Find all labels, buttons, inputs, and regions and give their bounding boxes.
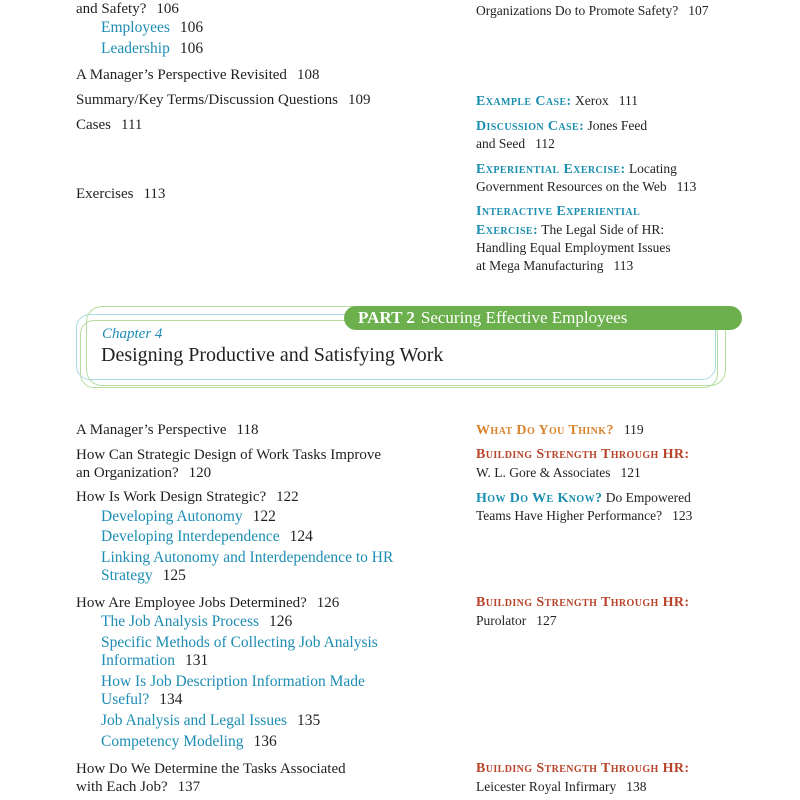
toc-subentry-title[interactable]: Information xyxy=(101,652,176,669)
toc-subentry-title[interactable]: Developing Autonomy xyxy=(101,508,243,525)
chapter-title: Designing Productive and Satisfying Work xyxy=(101,344,444,366)
toc-subentry[interactable] xyxy=(101,39,203,58)
feature-text: Locating xyxy=(628,161,677,176)
experiential-exercise-entry-cont xyxy=(476,178,696,196)
feature-label: How Do We Know? xyxy=(476,491,603,506)
feature-text: Jones Feed xyxy=(587,118,648,133)
example-case-entry xyxy=(476,92,638,111)
page-number: 113 xyxy=(143,186,166,202)
toc-entry xyxy=(76,421,258,440)
toc-subentry-title[interactable]: Strategy xyxy=(101,567,153,584)
toc-entry-title: with Each Job? xyxy=(76,779,168,795)
toc-entry-title: and Safety? xyxy=(76,1,147,17)
page-number: 119 xyxy=(623,422,644,437)
how-do-we-know-entry-cont xyxy=(476,507,692,525)
interactive-exercise-entry-cont xyxy=(476,257,633,275)
feature-text: Government Resources on the Web xyxy=(476,179,667,194)
feature-text: Purolator xyxy=(476,613,527,628)
toc-subentry-cont[interactable] xyxy=(101,651,208,670)
page-number: 125 xyxy=(162,567,186,584)
page-number: 120 xyxy=(188,465,212,481)
page-number: 134 xyxy=(159,691,183,708)
page-number: 135 xyxy=(296,712,321,729)
feature-label: Experiential Exercise: xyxy=(476,162,626,177)
page-number: 113 xyxy=(676,179,697,194)
page-number: 122 xyxy=(276,489,299,505)
page-number: 131 xyxy=(185,652,209,669)
page-number: 124 xyxy=(289,528,313,545)
building-strength-entry xyxy=(476,778,646,796)
building-strength-label: Building Strength Through HR: xyxy=(476,761,690,776)
page-number: 113 xyxy=(613,258,634,273)
page-number: 108 xyxy=(296,67,320,83)
toc-entry-cont xyxy=(76,778,200,797)
toc-subentry[interactable]: Linking Autonomy and Interdependence to HR xyxy=(101,549,394,566)
page-number: 107 xyxy=(688,3,709,18)
page-number: 123 xyxy=(672,508,693,523)
toc-subentry-cont[interactable] xyxy=(101,690,182,709)
building-strength-entry xyxy=(476,612,557,630)
toc-subentry[interactable] xyxy=(101,527,313,546)
feature-text: Xerox xyxy=(574,93,609,108)
toc-subentry-title[interactable]: Competency Modeling xyxy=(101,733,244,750)
toc-entry-title: A Manager’s Perspective Revisited xyxy=(76,67,287,83)
toc-entry xyxy=(76,488,299,507)
feature-label: What Do You Think? xyxy=(476,423,614,438)
toc-subentry[interactable] xyxy=(101,507,276,526)
part-banner xyxy=(344,306,742,330)
toc-entry-title: Exercises xyxy=(76,186,134,202)
toc-entry xyxy=(76,116,142,135)
page-number: 106 xyxy=(179,19,204,36)
page-number: 109 xyxy=(348,92,371,108)
toc-entry: How Can Strategic Design of Work Tasks Improve xyxy=(76,447,382,463)
feature-text: Teams Have Higher Performance? xyxy=(476,508,663,523)
page-number: 122 xyxy=(252,508,276,525)
toc-subentry[interactable] xyxy=(101,711,320,730)
toc-subentry-title[interactable]: Useful? xyxy=(101,691,150,708)
page-number: 106 xyxy=(179,40,204,57)
interactive-exercise-entry-cont: Handling Equal Employment Issues xyxy=(476,240,671,255)
part-title: Securing Effective Employees xyxy=(420,308,628,327)
page-number: 136 xyxy=(253,733,277,750)
toc-subentry[interactable] xyxy=(101,18,203,37)
toc-subentry[interactable] xyxy=(101,732,277,751)
toc-entry: How Do We Determine the Tasks Associated xyxy=(76,761,346,777)
toc-entry xyxy=(76,185,165,204)
page-number: 138 xyxy=(626,779,647,794)
page-number: 126 xyxy=(269,613,293,630)
toc-entry-cont xyxy=(76,464,211,483)
page-number: 111 xyxy=(121,117,143,133)
feature-text: Leicester Royal Infirmary xyxy=(476,779,617,794)
experiential-exercise-entry xyxy=(476,160,677,179)
toc-entry-title: A Manager’s Perspective xyxy=(76,422,227,438)
feature-text: Organizations Do to Promote Safety? xyxy=(476,3,679,18)
how-do-we-know-entry xyxy=(476,489,691,508)
feature-text: W. L. Gore & Associates xyxy=(476,465,611,480)
discussion-case-entry-cont xyxy=(476,135,555,153)
page-number: 111 xyxy=(618,93,638,108)
feature-text: Do Empowered xyxy=(605,490,691,505)
toc-entry-title: How Is Work Design Strategic? xyxy=(76,489,267,505)
interactive-exercise-label: Interactive Experiential xyxy=(476,204,641,219)
feature-entry xyxy=(476,2,708,20)
chapter-label: Chapter 4 xyxy=(102,326,163,342)
toc-subentry-title[interactable]: The Job Analysis Process xyxy=(101,613,260,630)
toc-subentry-title[interactable]: Developing Interdependence xyxy=(101,528,280,545)
toc-subentry[interactable] xyxy=(101,612,292,631)
discussion-case-entry xyxy=(476,117,647,136)
toc-entry xyxy=(76,66,319,85)
page-number: 137 xyxy=(177,779,201,795)
toc-subentry[interactable]: Specific Methods of Collecting Job Analysis xyxy=(101,634,378,651)
toc-entry-title: Cases xyxy=(76,117,111,133)
page-number: 126 xyxy=(316,595,340,611)
page-number: 121 xyxy=(620,465,641,480)
building-strength-label: Building Strength Through HR: xyxy=(476,447,690,462)
toc-subentry[interactable]: How Is Job Description Information Made xyxy=(101,673,365,690)
page-number: 106 xyxy=(156,1,179,17)
toc-subentry-title[interactable]: Job Analysis and Legal Issues xyxy=(101,712,287,729)
feature-text: at Mega Manufacturing xyxy=(476,258,604,273)
what-do-you-think-entry xyxy=(476,421,644,440)
building-strength-entry xyxy=(476,464,641,482)
page-number: 118 xyxy=(236,422,259,438)
building-strength-label: Building Strength Through HR: xyxy=(476,595,690,610)
toc-entry-title: How Are Employee Jobs Determined? xyxy=(76,595,307,611)
page-number: 127 xyxy=(536,613,557,628)
feature-label: Example Case: xyxy=(476,94,572,109)
toc-entry-title: an Organization? xyxy=(76,465,179,481)
toc-entry xyxy=(76,0,179,19)
toc-subentry-cont[interactable] xyxy=(101,566,186,585)
toc-entry-title: Summary/Key Terms/Discussion Questions xyxy=(76,92,338,108)
toc-subentry-title[interactable]: Leadership xyxy=(101,40,170,57)
feature-label: Discussion Case: xyxy=(476,119,585,134)
page-number: 112 xyxy=(535,136,555,151)
toc-entry xyxy=(76,91,371,110)
toc-subentry-title[interactable]: Employees xyxy=(101,19,170,36)
toc-entry xyxy=(76,594,339,613)
feature-label: Exercise: xyxy=(476,223,539,238)
part-number: PART 2 xyxy=(358,308,415,327)
feature-text: The Legal Side of HR: xyxy=(541,222,665,237)
feature-text: and Seed xyxy=(476,136,526,151)
interactive-exercise-entry xyxy=(476,221,664,240)
